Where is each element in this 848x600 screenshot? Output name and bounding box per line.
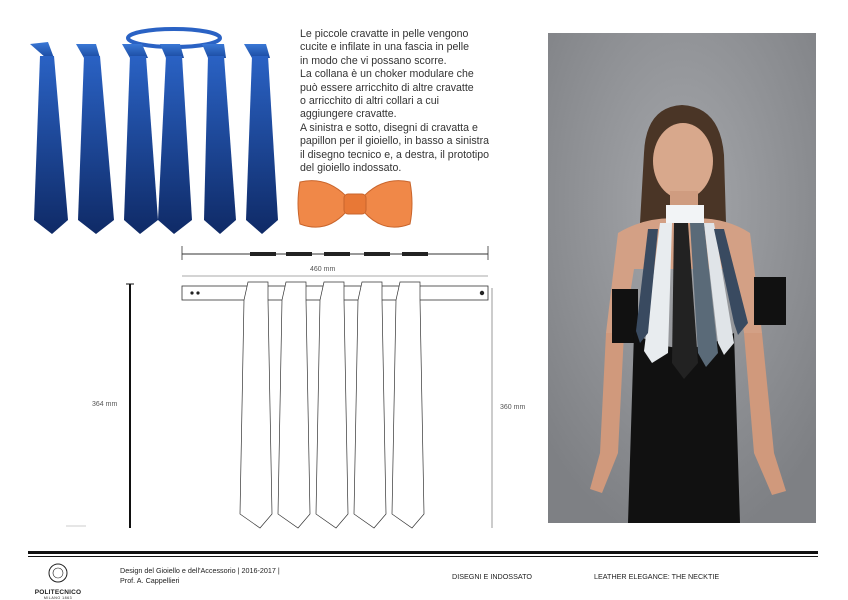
prototype-worn-photo bbox=[548, 33, 816, 523]
politecnico-logo bbox=[28, 562, 88, 600]
description-line: o arricchito di altri collari a cui bbox=[300, 95, 439, 108]
tie-3 bbox=[122, 44, 158, 234]
width-dimension-label: 460 mm bbox=[310, 266, 336, 273]
tie-2 bbox=[76, 44, 114, 234]
right-height-dimension-label: 360 mm bbox=[500, 404, 526, 411]
bowtie-illustration bbox=[296, 174, 414, 234]
tie-5 bbox=[202, 44, 236, 234]
description-line: il disegno tecnico e, a destra, il prototipo bbox=[300, 148, 490, 161]
description-line: La collana è un choker modulare che bbox=[300, 68, 474, 81]
technical-drawing-band bbox=[176, 238, 496, 538]
left-height-dimension-label: 364 mm bbox=[92, 401, 118, 408]
description-line: papillon per il gioiello, in basso a sinistra bbox=[300, 135, 490, 148]
description-line: A sinistra e sotto, disegni di cravatta e bbox=[300, 121, 478, 134]
footer-rule-thick bbox=[28, 551, 818, 554]
project-title: LEATHER ELEGANCE: THE NECKTIE bbox=[594, 572, 720, 581]
course-line-2: Prof. A. Cappellieri bbox=[120, 576, 180, 585]
course-line-1: Design del Gioiello e dell'Accessorio | 2016-2017 | bbox=[120, 566, 280, 575]
description-line: in modo che vi possano scorre. bbox=[300, 54, 447, 67]
description-line: del gioiello indossato. bbox=[300, 162, 402, 175]
description-line: cucite e infilate in una fascia in pelle bbox=[300, 41, 470, 54]
blue-ties-illustration bbox=[24, 14, 294, 244]
logo-subtitle: MILANO 1863 bbox=[43, 596, 73, 600]
tie-4 bbox=[158, 44, 192, 234]
description-line: Le piccole cravatte in pelle vengono bbox=[300, 28, 469, 40]
tie-6 bbox=[244, 44, 278, 234]
tie-1 bbox=[30, 42, 68, 234]
section-label: DISEGNI E INDOSSATO bbox=[452, 572, 533, 581]
politecnico-seal-icon bbox=[28, 562, 88, 584]
description-line: aggiungere cravatte. bbox=[300, 108, 397, 121]
logo-name: POLITECNICO bbox=[34, 589, 82, 596]
description-line: può essere arricchito di altre cravatte bbox=[300, 81, 474, 94]
description-text bbox=[300, 28, 530, 175]
footer-rule-thin bbox=[28, 556, 818, 557]
